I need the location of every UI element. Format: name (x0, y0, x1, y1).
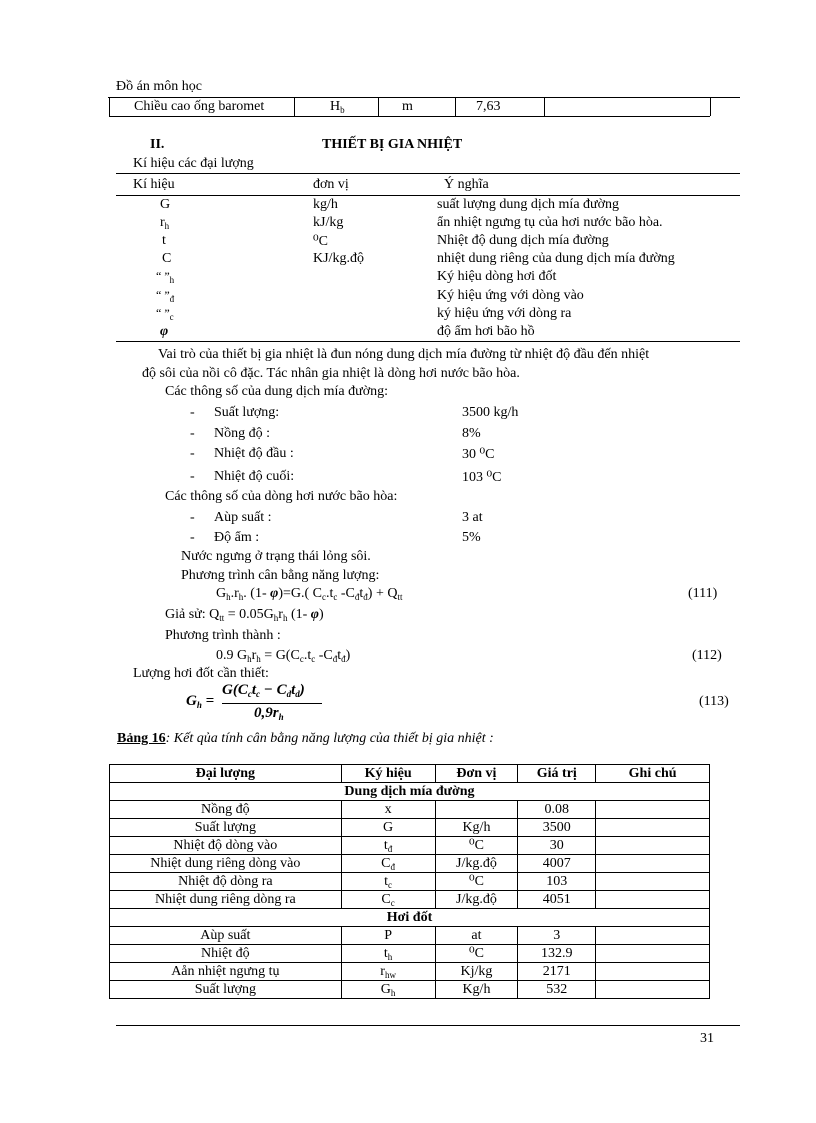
condensate-note: Nước ngưng ở trạng thái lỏng sôi. (181, 549, 371, 564)
balance-title: Phương trình cân bằng năng lượng: (181, 568, 380, 583)
table-section-row: Hơi đốt (110, 909, 710, 927)
results-table (109, 764, 710, 999)
symbols-col-meaning: Ý nghĩa (444, 177, 489, 192)
symbols-head-rule (116, 195, 740, 196)
top-row-unit: m (402, 99, 413, 114)
table-row: Aùp suất P at 3 (110, 927, 710, 945)
equation-111: $G_h.r_h$. (1- φ)=G.( $C_c.t_c$ $-C_đt_đ) + Q_{tt}$ (216, 586, 403, 602)
top-row-symbol: $H_b$ (330, 99, 345, 115)
footer-rule (116, 1025, 740, 1026)
table16-caption: Bảng 16: Kết qủa tính cân bằng năng lượng của thiết bị gia nhiệt : (117, 731, 494, 746)
symbols-col-unit: đơn vị (313, 177, 349, 192)
para1-line1: Vai trò của thiết bị gia nhiệt là đun nóng dung dịch mía đường từ nhiệt độ đầu đến nhiệt (158, 347, 650, 362)
symbols-caption: Kí hiệu các đại lượng (133, 156, 254, 171)
steam-title: Các thông số của dòng hơi nước bão hòa: (165, 489, 398, 504)
table-row: Nhiệt dung riêng dòng ra $C_c$ J/kg.độ 4051 (110, 891, 710, 909)
steam-needed-label: Lượng hơi đốt cần thiết: (133, 666, 269, 681)
header-title: Đồ án môn học (116, 79, 202, 94)
simplified-title: Phương trình thành : (165, 628, 281, 643)
symbols-top-rule (116, 173, 740, 174)
table-row: Nhiệt độ dòng vào $t_đ$ ⁰C 30 (110, 837, 710, 855)
para1-line2: độ sôi của nồi cô đặc. Tác nhân gia nhiệt là dòng hơi nước bão hòa. (142, 366, 520, 381)
header-rule (108, 97, 740, 98)
assumption: Giả sử: $Q_{tt} = 0.05G_hr_h$ (1- φ) (165, 607, 324, 623)
table-row: Nhiệt dung riêng dòng vào $C_đ$ J/kg.độ 4007 (110, 855, 710, 873)
top-row-label: Chiều cao ống baromet (134, 99, 265, 114)
table-row: Suất lượng G Kg/h 3500 (110, 819, 710, 837)
table-row: Nồng độ x 0.08 (110, 801, 710, 819)
top-row-value: 7,63 (476, 99, 501, 114)
table-row: Nhiệt độ $t_h$ ⁰C 132.9 (110, 945, 710, 963)
params-title: Các thông số của dung dịch mía đường: (165, 384, 389, 399)
symbols-col-symbol: Kí hiệu (133, 177, 175, 192)
table-row: Nhiệt độ dòng ra $t_c$ ⁰C 103 (110, 873, 710, 891)
table-row: Suất lượng $G_h$ Kg/h 532 (110, 981, 710, 999)
equation-111-number: (111) (688, 586, 718, 601)
equation-112-number: (112) (692, 648, 722, 663)
section-number: II. (150, 137, 165, 152)
table-header-row: Đại lượng Ký hiệu Đơn vị Giá trị Ghi chú (110, 765, 710, 783)
table-section-row: Dung dịch mía đường (110, 783, 710, 801)
equation-113-number: (113) (699, 694, 729, 709)
equation-112: 0.9 $G_hr_h = G(C_c.t_c$ $-C_đt_đ$) (216, 648, 351, 664)
table-row: Aån nhiệt ngưng tụ $r_{hw}$ Kj/kg 2171 (110, 963, 710, 981)
symbols-bottom-rule (116, 341, 740, 342)
section-title: THIẾT BỊ GIA NHIỆT (322, 137, 463, 152)
page-number: 31 (700, 1031, 714, 1046)
